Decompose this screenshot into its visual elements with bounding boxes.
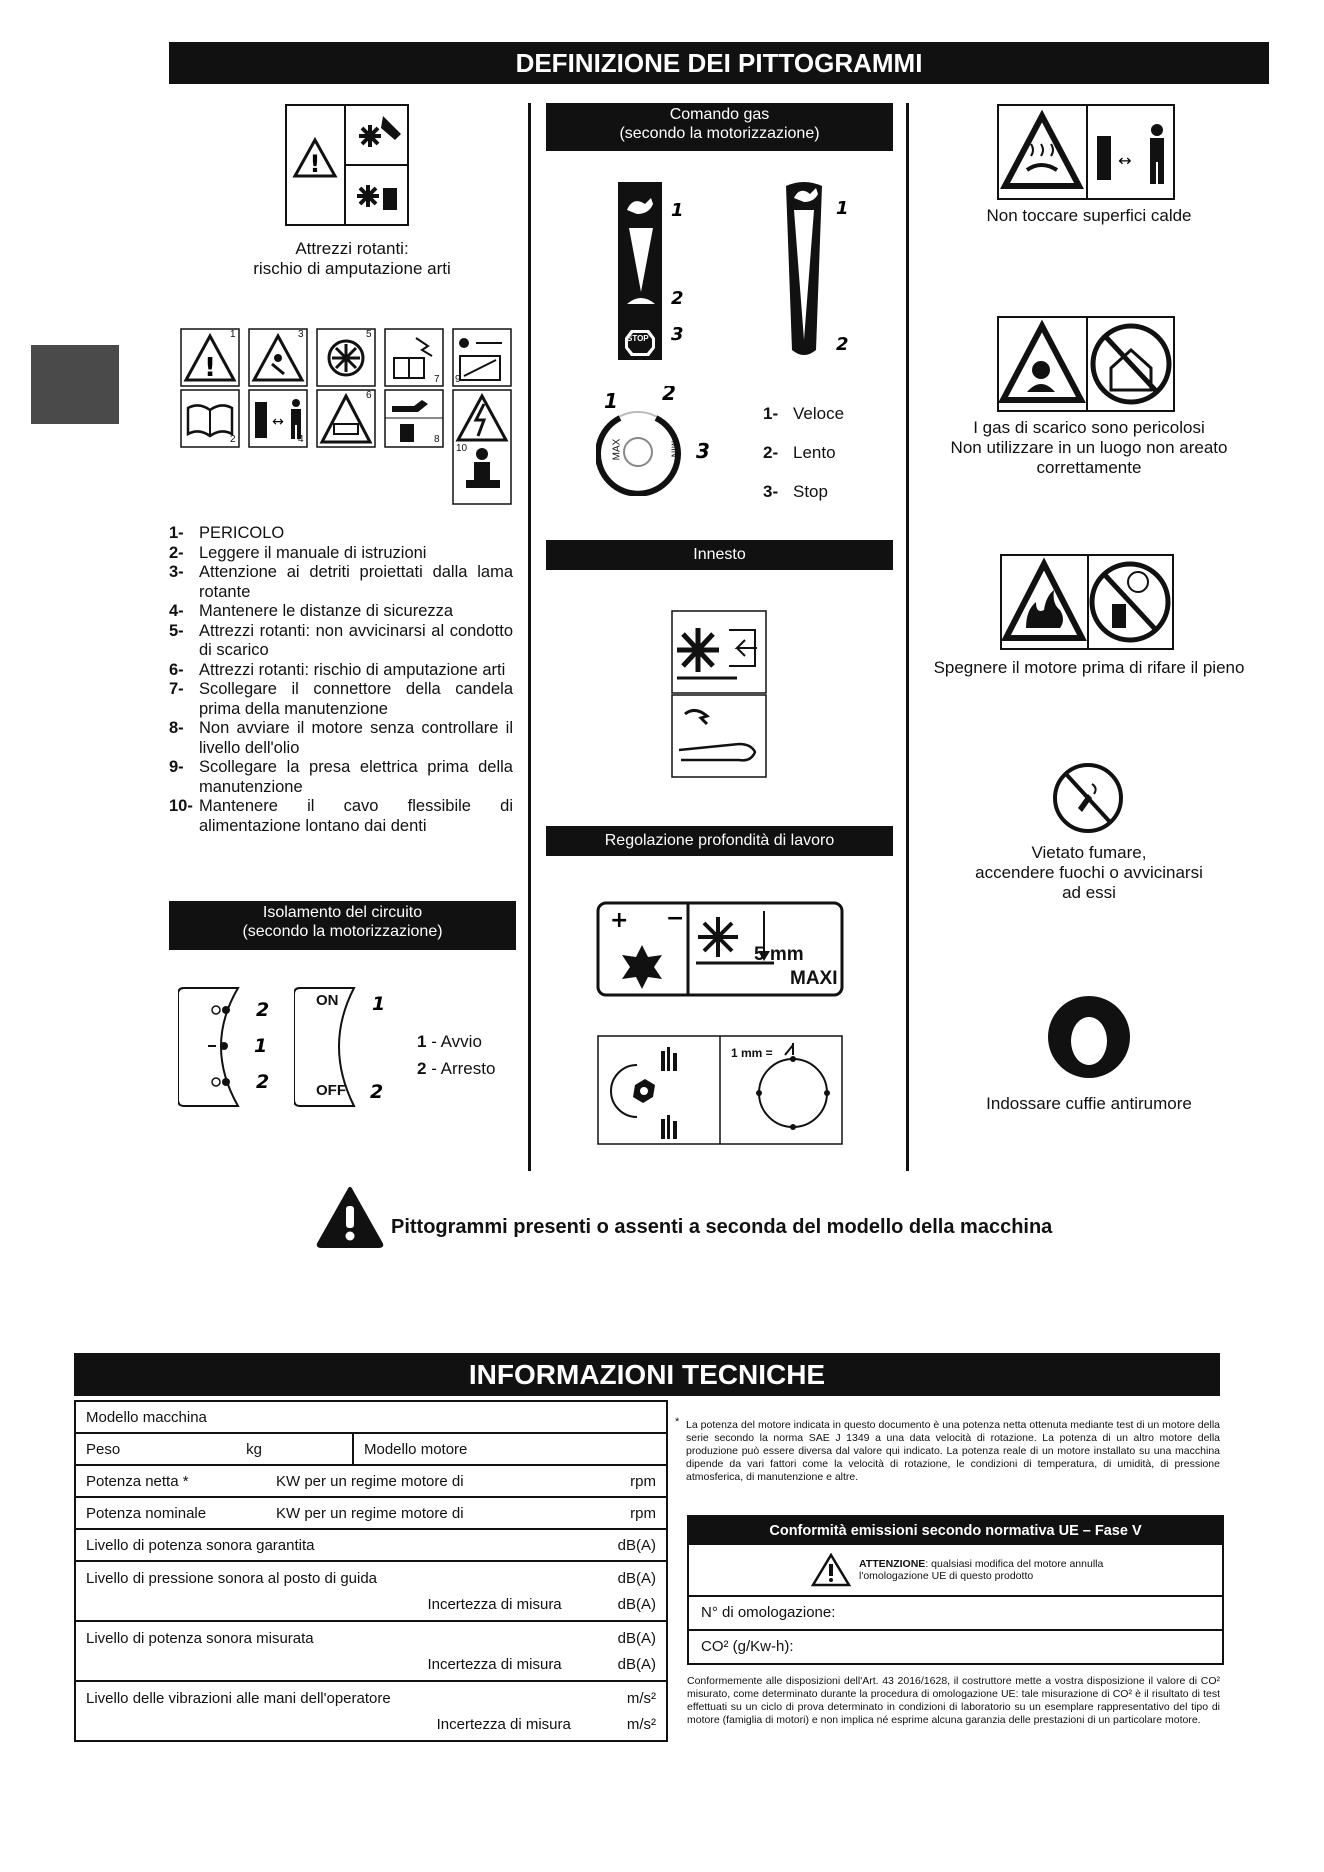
grid-number: 2: [230, 434, 236, 445]
svg-text:2: 2: [671, 288, 684, 309]
list-item: 3- Attenzione ai detriti proiettati dalla lama rotante: [169, 563, 513, 601]
tech-title: INFORMAZIONI TECNICHE: [74, 1353, 1220, 1396]
svg-text:1: 1: [836, 198, 849, 219]
pictogram-electric-plug-icon: [453, 329, 511, 386]
no-smoking-caption: Vietato fumare, accendere fuochi o avvicinarsi ad essi: [975, 843, 1203, 902]
pictogram-grid: [180, 328, 514, 508]
hot-surface-caption: Non toccare superfici calde: [986, 206, 1192, 225]
engage-title: Innesto: [546, 540, 893, 570]
table-row: Livello delle vibrazioni alle mani dell'operatore m/s² Incertezza di misura m/s²: [75, 1681, 667, 1741]
rotating-tools-icon: [285, 104, 409, 226]
depth-one-mm-label: 1 mm =: [731, 1046, 773, 1060]
svg-text:1: 1: [372, 993, 386, 1015]
depth-maxi-label: MAXI: [790, 968, 838, 989]
refuel-icon: [1000, 554, 1174, 650]
caption-line: rischio di amputazione arti: [253, 259, 451, 278]
compliance-text: Conformemente alle disposizioni dell'Art. 43 2016/1628, il costruttore mette a vostra disposizione il valore di CO² misurato, come determinato durante la procedura di omologazione UE: tale misurazione di CO² è il risultato di test effettuati su un ciclo di prova determinato in condizioni di laboratorio su un esemplare rappresentativo del tipo di motore (famiglia di motori) e non implica né esprime alcuna garanzia delle prestazioni di un particolare motore.: [687, 1675, 1220, 1726]
table-row: Potenza netta * KW per un regime motore di rpm: [75, 1465, 667, 1497]
footnote-text: La potenza del motore indicata in questo documento è una potenza netta ottenuta mediante test di un motore della serie secondo la norma SAE J 1349 a una data velocità di rotazione. La potenza di un altro motore della produzione può essere diversa dal valore qui indicato. La potenza reale di un motore installato su una macchina dipende da vari fattori come la velocità di rotazione, le condizioni di temperatura, di umidità, di pressione atmosferica, di manutenzione e altre.: [686, 1419, 1220, 1483]
list-item: 8- Non avviare il motore senza controllare il livello dell'olio: [169, 719, 513, 757]
refuel-caption: Spegnere il motore prima di rifare il pieno: [933, 658, 1245, 677]
circuit-switch-dots-icon: [178, 986, 278, 1108]
attention-icon: [811, 1553, 851, 1587]
ear-protection-caption: Indossare cuffie antirumore: [986, 1094, 1192, 1113]
grid-number: 5: [366, 329, 372, 340]
list-item: 4- Mantenere le distanze di sicurezza: [169, 602, 454, 620]
grid-number: 3: [298, 329, 304, 340]
emissions-box: [687, 1515, 1224, 1665]
list-item: 9- Scollegare la presa elettrica prima della manutenzione: [169, 758, 513, 796]
column-divider-left: [528, 103, 531, 1171]
svg-text:2: 2: [370, 1081, 384, 1103]
svg-text:+: +: [610, 908, 629, 933]
grid-number: 1: [230, 329, 236, 340]
svg-text:!: !: [309, 150, 321, 178]
table-row: Livello di potenza sonora garantita dB(A): [75, 1529, 667, 1561]
exhaust-gas-caption: I gas di scarico sono pericolosi Non utilizzare in un luogo non areato correttamente: [950, 418, 1228, 477]
legend-item: 3- Stop: [763, 482, 828, 501]
circuit-title: Isolamento del circuito (secondo la motorizzazione): [169, 901, 516, 950]
legend-item: 2- Lento: [763, 443, 836, 462]
svg-text:2: 2: [662, 386, 676, 405]
emissions-attention: ATTENZIONE: qualsiasi modifica del motore annulla l'omologazione UE di questo prodotto: [689, 1545, 1222, 1595]
grid-number: 6: [366, 390, 372, 401]
column-divider-right: [906, 103, 909, 1171]
svg-text:1: 1: [254, 1035, 268, 1057]
grid-number: 8: [434, 434, 440, 445]
grid-number: 9: [455, 374, 461, 385]
svg-text:2: 2: [256, 1071, 270, 1093]
svg-text:−: −: [666, 906, 685, 931]
depth-turns-icon: [597, 1035, 843, 1145]
list-item: 5- Attrezzi rotanti: non avvicinarsi al condotto di scarico: [169, 621, 513, 659]
svg-text:!: !: [204, 353, 216, 383]
svg-text:↔: ↔: [272, 414, 284, 430]
legend-item: 2 - Arresto: [417, 1059, 496, 1078]
list-item: 7- Scollegare il connettore della candela prima della manutenzione: [169, 680, 513, 718]
ear-protection-icon: [1047, 995, 1131, 1079]
svg-text:2: 2: [836, 334, 849, 355]
hot-surface-icon: [997, 104, 1175, 200]
list-item: 2- Leggere il manuale di istruzioni: [169, 543, 427, 562]
rotating-tools-caption: [232, 239, 472, 279]
stop-label: STOP: [627, 334, 649, 343]
warning-note: Pittogrammi presenti o assenti a seconda del modello della macchina: [391, 1216, 1053, 1238]
svg-text:1: 1: [671, 200, 684, 221]
depth-title: Regolazione profondità di lavoro: [546, 826, 893, 856]
depth-mm-label: 5 mm: [754, 944, 804, 965]
no-smoking-icon: [1052, 762, 1124, 834]
table-row: Modello macchina: [75, 1401, 667, 1433]
table-row: Livello di pressione sonora al posto di guida dB(A) Incertezza di misura dB(A): [75, 1561, 667, 1621]
pictogram-legend-list: [169, 524, 513, 836]
co2-field: CO² (g/Kw-h):: [689, 1629, 1222, 1663]
svg-text:3: 3: [696, 439, 710, 463]
min-label: MIN: [669, 440, 680, 458]
list-item: 10- Mantenere il cavo flessibile di alimentazione lontano dai denti: [169, 797, 513, 835]
caption-line: Attrezzi rotanti:: [295, 239, 409, 258]
footnote-mark: *: [675, 1416, 680, 1428]
list-item: 6- Attrezzi rotanti: rischio di amputazione arti: [169, 660, 506, 679]
max-label: MAX: [611, 438, 623, 461]
on-label: ON: [316, 992, 339, 1009]
legend-item: 1- Veloce: [763, 404, 845, 423]
emissions-title: Conformità emissioni secondo normativa UE – Fase V: [689, 1517, 1222, 1545]
list-item: 1- PERICOLO: [169, 524, 285, 542]
circuit-legend: [417, 1028, 495, 1082]
grid-number: 7: [434, 374, 440, 385]
warning-icon: [316, 1186, 384, 1248]
engage-icon: [671, 610, 767, 778]
throttle-title: Comando gas (secondo la motorizzazione): [546, 103, 893, 151]
table-row: Livello di potenza sonora misurata dB(A) Incertezza di misura dB(A): [75, 1621, 667, 1681]
svg-text:3: 3: [671, 324, 684, 345]
throttle-lever-icon: [782, 180, 854, 362]
off-label: OFF: [316, 1082, 346, 1099]
tech-table: [74, 1400, 668, 1742]
exhaust-gas-icon: [997, 316, 1175, 412]
throttle-legend: [763, 394, 844, 511]
pictograms-title: DEFINIZIONE DEI PITTOGRAMMI: [169, 42, 1269, 84]
table-row: Peso kg Modello motore: [75, 1433, 667, 1465]
svg-text:2: 2: [256, 999, 270, 1021]
svg-text:1: 1: [604, 389, 618, 413]
grid-number: 4: [298, 434, 304, 445]
homologation-field: N° di omologazione:: [689, 1595, 1222, 1629]
legend-item: 1 - Avvio: [417, 1032, 482, 1051]
grid-number: 10: [456, 443, 468, 454]
section-tab: [31, 345, 119, 424]
svg-text:↔: ↔: [1118, 151, 1132, 170]
table-row: Potenza nominale KW per un regime motore di rpm: [75, 1497, 667, 1529]
